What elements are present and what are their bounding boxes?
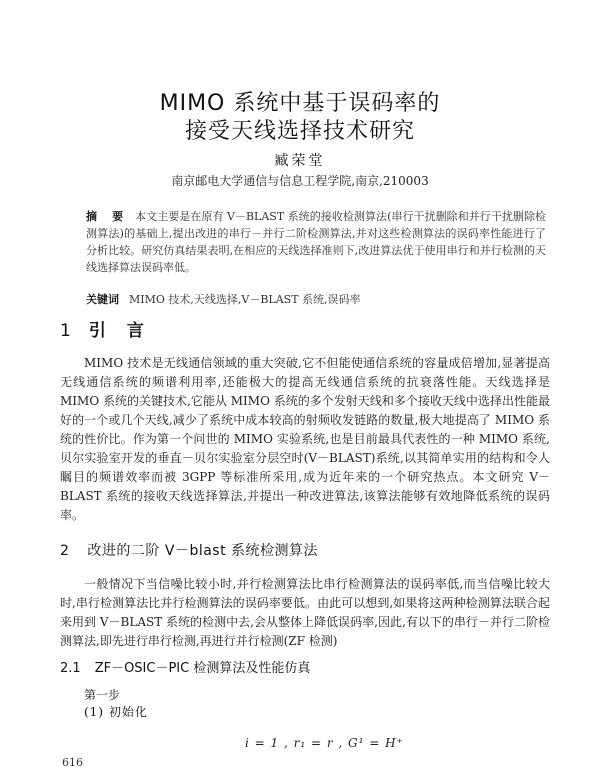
keywords-text: MIMO 技术,天线选择,V－BLAST 系统,误码率 — [129, 293, 361, 306]
subsection-2-1-title: ZF－OSIC－PIC 检测算法及性能仿真 — [94, 661, 311, 676]
abstract-text: 本文主要是在原有 V－BLAST 系统的接收检测算法(串行干扰删除和并行干扰删除检测算法)的基础上,提出改进的串行－并行二阶检测算法,并对这些检测算法的误码率性能进行了分析比较。研究仿真结果表明,在相应的天线选择准则下,改进算法优于使用串行和并行检测的天线选择算法误码率低。 — [86, 210, 547, 274]
section-2-heading — [60, 540, 318, 560]
keywords — [86, 291, 546, 307]
section-2-number: 2 — [60, 543, 70, 559]
author-affiliation: 南京邮电大学通信与信息工程学院,南京,210003 — [171, 174, 429, 188]
section-2-paragraph: 一般情况下当信噪比较小时,并行检测算法比串行检测算法的误码率低,而当信噪比较大时,串行检测算法比并行检测算法的误码率要低。由此可以想到,如果将这两种检测算法联合起来用到 V－BLAST 系统的检测中去,会从整体上降低误码率,因此,有以下的串行－并行二阶检测算法,即先进行串行检测,再进行并行检测(ZF 检测) — [60, 577, 550, 648]
paper-title-line-1: MIMO 系统中基于误码率的 — [159, 91, 441, 116]
abstract — [86, 208, 546, 276]
section-1-title: 引 言 — [88, 321, 146, 341]
section-1-number: 1 — [60, 321, 73, 341]
page-number: 616 — [62, 756, 83, 769]
section-2-title: 改进的二阶 V－blast 系统检测算法 — [87, 543, 319, 559]
keywords-label: 关键词 — [86, 293, 119, 306]
init-step-label: (1) 初始化 — [84, 705, 148, 719]
abstract-label: 摘 要 — [86, 210, 126, 223]
subsection-2-1-number: 2.1 — [60, 661, 81, 676]
section-1-heading — [60, 316, 146, 341]
section-1-paragraph: MIMO 技术是无线通信领域的重大突破,它不但能使通信系统的容量成倍增加,显著提高无线通信系统的频谱利用率,还能极大的提高无线通信系统的抗衰落性能。天线选择是 MIMO 系统的关键技术,它能从 MIMO 系统的多个发射天线和多个接收天线中选择出性能最好的一个或几个天线,减少了系统中成本较高的射频收发链路的数量,极大地提高了 MIMO 系统的性价比。作为第一个问世的 MIMO 实验系统,也是目前最具代表性的一种 MIMO 系统,贝尔实验室开发的垂直－贝尔实验室分层空时(V－BLAST)系统,以其简单实用的结构和令人瞩目的频谱效率而被 3GPP 等标准所采用,成为近年来的一个研究热点。本文研究 V－BLAST 系统的接收天线选择算法,并提出一种改进算法,该算法能够有效地降低系统的误码率。 — [60, 356, 550, 522]
step-label: 第一步 — [84, 688, 121, 702]
paper-title-line-2: 接受天线选择技术研究 — [184, 119, 415, 144]
init-formula: i = 1 , r₁ = r , G¹ = H⁺ — [245, 736, 404, 750]
subsection-2-1-heading — [60, 657, 310, 676]
author-name: 臧荣堂 — [274, 153, 326, 169]
